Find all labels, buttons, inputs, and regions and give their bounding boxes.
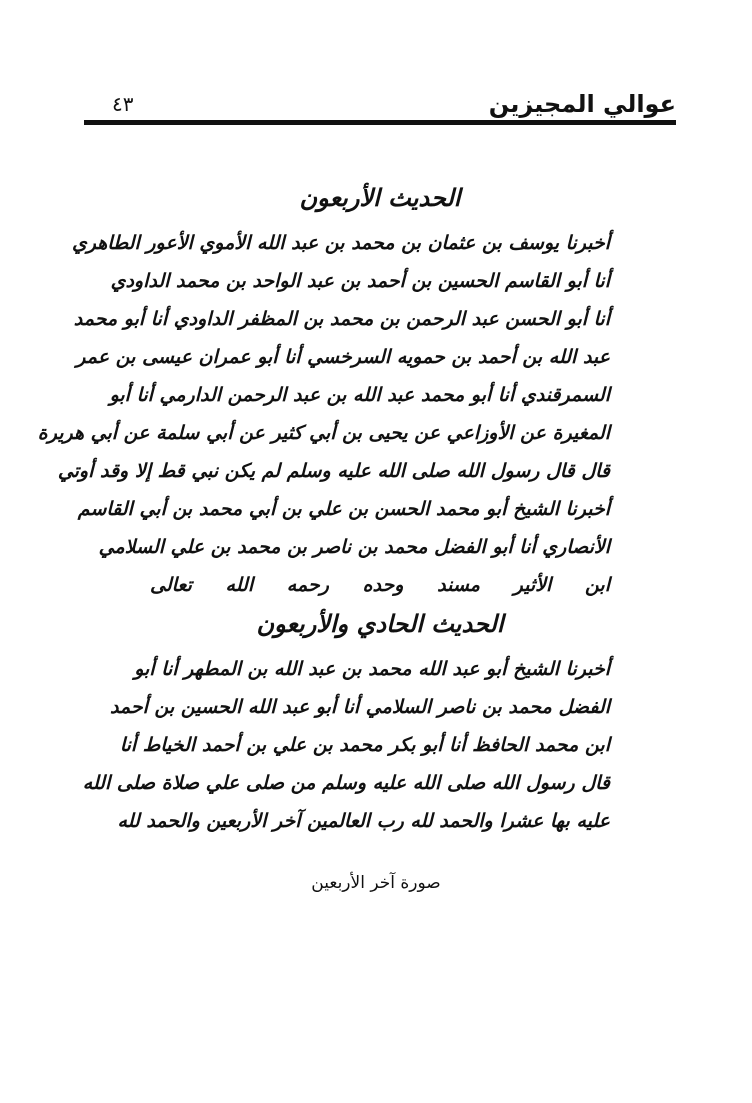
manuscript-line: الفضل محمد بن ناصر السلامي أنا أبو عبد الله الحسين بن أحمد <box>109 696 610 718</box>
manuscript-line: أخبرنا يوسف بن عثمان بن محمد بن عبد الله الأموي الأعور الطاهري <box>71 232 610 254</box>
manuscript-line: قال قال رسول الله صلى الله عليه وسلم لم يكن نبي قط إلا وقد أوتي <box>57 460 610 482</box>
manuscript-line: أنا أبو الحسن عبد الرحمن بن محمد بن المظفر الداودي أنا أبو محمد <box>73 308 610 330</box>
manuscript-line: ابن محمد الحافظ أنا أبو بكر محمد بن علي بن أحمد الخياط أنا <box>119 734 610 756</box>
page-number: ٤٣ <box>112 92 134 116</box>
manuscript-line: عليه بها عشرا والحمد لله رب العالمين آخر الأربعين والحمد لله <box>117 810 610 832</box>
manuscript-line: أنا أبو القاسم الحسين بن أحمد بن عبد الواحد بن محمد الداودي <box>110 270 610 292</box>
hadith-heading <box>150 604 610 650</box>
book-title: عوالي المجيزين <box>488 90 676 118</box>
hadith-heading-text: الحديث الحادي والأربعون <box>256 609 504 638</box>
header-rule <box>84 120 676 125</box>
manuscript-line: عبد الله بن أحمد بن حمويه السرخسي أنا أبو عمران عيسى بن عمر <box>76 346 610 368</box>
manuscript-image <box>37 178 610 832</box>
manuscript-line: الأنصاري أنا أبو الفضل محمد بن ناصر بن محمد بن علي السلامي <box>98 536 610 558</box>
manuscript-line: ابن الأثير مسند وحده رحمه الله تعالى <box>150 574 610 596</box>
hadith-heading-text: الحديث الأربعون <box>299 183 461 212</box>
manuscript-line: قال رسول الله صلى الله عليه وسلم من صلى علي صلاة صلى الله <box>82 772 610 794</box>
manuscript-line: أخبرنا الشيخ أبو عبد الله محمد بن عبد الله بن المطهر أنا أبو <box>134 658 610 680</box>
image-caption: صورة آخر الأربعين <box>311 873 441 893</box>
manuscript-line: المغيرة عن الأوزاعي عن يحيى بن أبي كثير عن أبي سلمة عن أبي هريرة <box>37 422 610 444</box>
manuscript-line: السمرقندي أنا أبو محمد عبد الله بن عبد الرحمن الدارمي أنا أبو <box>109 384 610 406</box>
manuscript-line: أخبرنا الشيخ أبو محمد الحسن بن علي بن أبي محمد بن أبي القاسم <box>77 498 610 520</box>
running-header <box>84 90 676 120</box>
hadith-heading <box>150 178 610 224</box>
